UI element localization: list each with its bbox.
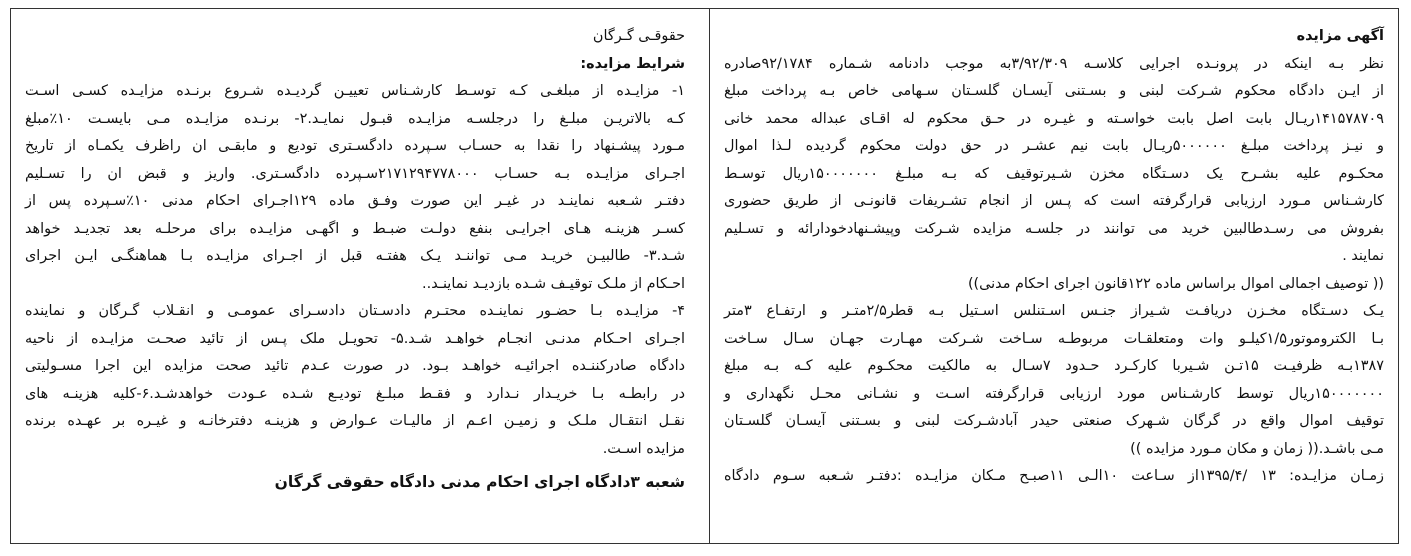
notice-line: نمایند . bbox=[1342, 248, 1384, 264]
auction-notice-column bbox=[724, 23, 1384, 491]
terms-line: نقـل انتقـال ملـک و زمیـن اعـم از مالیـات عـوارض و هزینـه دفترخانـه و غیـره بر عهـده برنده bbox=[25, 413, 685, 429]
auction-terms-column bbox=[25, 23, 685, 497]
terms-line: ۴- مزایـده بـا حضـور نماینـده محتـرم دادسـتان دادسـرای عمومـی و انقـلاب گـرگان و نماینده bbox=[25, 303, 685, 319]
notice-line: ۱۵۰۰۰۰۰۰۰ریال توسط کارشـناس مورد ارزیابی قرارگرفته اسـت و نشـانی محـل نگهداری و bbox=[724, 385, 1384, 402]
notice-line: و نیـز پرداخت مبلـغ ۵۰۰۰۰۰۰ریـال بابت نیم عشـر در حق دولت محکوم گردیده لـذا اموال bbox=[724, 138, 1384, 154]
terms-heading: شرایط مزایده: bbox=[580, 55, 685, 72]
notice-line: (( توصیف اجمالی اموال براساس ماده ۱۲۲قانون اجرای احکام مدنی)) bbox=[967, 275, 1384, 292]
notice-line: توقیف اموال واقع در گرگان شـهرک صنعتی حیدر آبادشـرکت لبنی و بسـتنی آیسـان گلسـتان bbox=[724, 413, 1384, 429]
notice-line: از ایـن دادگاه محکوم شـرکت لبنی و بسـتنی آیسـان گلسـتان سـهامی خاص بـه پرداخت مبلغ bbox=[724, 83, 1384, 99]
terms-line: دادگاه صادرکننـده اجرائیـه خواهـد بـود. در صورت عـدم تائید صحت مزایده این اجرا مسـولیتی bbox=[25, 358, 685, 374]
terms-line: شـد.۳- طالبیـن خریـد مـی تواننـد یـک هفتـه قبل از اجـرای مزایـده بـا هماهنگـی ایـن اجرای bbox=[25, 248, 685, 264]
notice-line: زمـان مزایـده: ۱۳ /۱۳۹۵/۴از سـاعت ۱۰الـی ۱۱صبـح مـکان مزایـده :دفتـر شـعبه سـوم دادگاه bbox=[724, 468, 1384, 484]
notice-line: ۱۴۱۵۷۸۷۰۹ریـال بابت اصل بابت خواسـته و غیـره در حـق محکوم له اقـای عبداله محمد خانی bbox=[724, 110, 1384, 127]
notice-line: ۱۳۸۷بـه ظرفیـت ۱۵تـن شـیربا کارکـرد حـدود ۷سـال به مالکیت محکـوم علیه کـه بـه مبلغ bbox=[724, 358, 1384, 374]
terms-line: دفتـر شـعبه نماینـد در غیـر این صورت وفـق ماده ۱۲۹اجـرای احکام مدنی ۱۰٪سـپرده پس از bbox=[25, 193, 685, 209]
court-signature: شعبه ۳دادگاه اجرای احکام مدنی دادگاه حقوقی گرگان bbox=[274, 473, 685, 491]
terms-line: اجـرای احـکام مدنـی انجـام خواهـد شـد.۵- تحویـل ملک پـس از تائید صحـت مزایـده از ناحیه bbox=[25, 330, 685, 347]
notice-line: یـک دسـتگاه مخـزن دریافـت شـیراز جنـس اسـتنلس اسـتیل بـه قطر۲/۵متـر و ارتفـاع ۳متر bbox=[724, 303, 1384, 319]
terms-line: در رابطـه بـا خریـدار نـدارد و فقـط مبلـغ تودیـع شـده عـودت خواهدشـد.۶-کلیه هزینـه های bbox=[25, 385, 686, 402]
notice-line: محکـوم علیه بشـرح یک دسـتگاه مخزن شـیرتوقیف که بـه مبلـغ ۱۵۰۰۰۰۰۰۰ریال توسـط bbox=[724, 165, 1384, 182]
terms-line: مـورد پیشـنهاد را نقدا به حسـاب سـپرده دادگسـتری تودیع و مابقـی ان راظرف یکمـاه از تاریخ bbox=[25, 138, 685, 154]
notice-title: آگهی مزایده bbox=[1296, 28, 1384, 44]
notice-line: مـی باشـد.(( زمان و مکان مـورد مزایده )) bbox=[1130, 440, 1384, 457]
terms-line: کسـر هزینـه هـای اجرایـی بنفع دولـت ضبـط و اگهـی مزایـده برای مرحلـه بعد تجدیـد خواهد bbox=[25, 220, 685, 237]
terms-line: کـه بالاتریـن مبلـغ را درجلسـه مزایـده قبـول نمایـد.۲- برنـده مزایـده مـی بایسـت ۱۰٪مبلغ bbox=[25, 110, 685, 127]
terms-line: اجـرای مزایـده بـه حسـاب ۲۱۷۱۲۹۴۷۷۸۰۰۰سـپرده دادگسـتری. واریز و قبض ان را تسـلیم bbox=[25, 165, 686, 182]
notice-line: بفروش می رسـدطالبین خرید می توانند در جلسـه مزایده شـرکت وپیشـنهادخودارائه و تسـلیم bbox=[724, 220, 1384, 237]
terms-line: مزایده اسـت. bbox=[602, 440, 685, 457]
terms-line: ۱- مزایـده از مبلغـی کـه توسـط کارشـناس تعییـن گردیـده شـروع برنـده مزایـده کسـی اسـت bbox=[25, 83, 685, 99]
notice-frame bbox=[10, 8, 1399, 544]
continuation-line: حقوقـی گـرگان bbox=[592, 28, 685, 44]
notice-line: بـا الکتروموتور۱/۵کیلـو وات ومتعلقـات مربوطـه سـاخت شـرکت مهـارت جهـان سـال سـاخت bbox=[724, 330, 1384, 347]
column-divider bbox=[709, 9, 710, 543]
terms-line: احـکام از ملـک توقیـف شـده بازدیـد نماینـد.. bbox=[422, 275, 685, 292]
notice-line: کارشـناس مـورد ارزیابی قرارگرفته است که پـس از انجام تشـریفات قانونـی از طریق حضوری bbox=[724, 193, 1384, 209]
notice-line: نظر بـه اینکه در پرونـده اجرایی کلاسـه ۳/۹۲/۳۰۹به موجب دادنامه شـماره ۹۲/۱۷۸۴صادره bbox=[724, 55, 1384, 72]
